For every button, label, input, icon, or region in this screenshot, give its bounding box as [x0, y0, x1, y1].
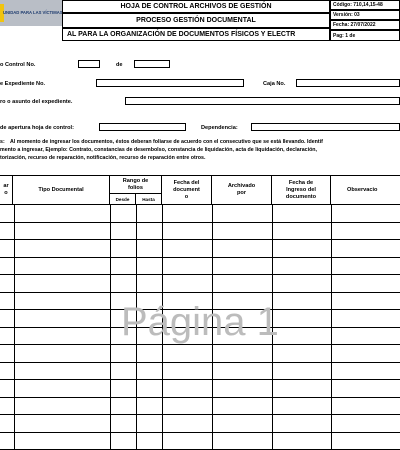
table-cell[interactable] [110, 222, 136, 240]
table-cell[interactable] [14, 222, 110, 240]
table-cell[interactable] [272, 432, 331, 450]
subject-label: ro o asunto del expediente. [0, 99, 73, 105]
table-cell[interactable] [213, 432, 273, 450]
table-cell[interactable] [0, 345, 14, 363]
doc-page: Pag: 1 de [330, 30, 400, 41]
table-cell[interactable] [136, 362, 162, 380]
table-cell[interactable] [213, 415, 273, 433]
table-cell[interactable] [272, 275, 331, 293]
table-cell[interactable] [163, 415, 213, 433]
table-cell[interactable] [14, 205, 110, 223]
table-cell[interactable] [272, 222, 331, 240]
col-header-doc-date: Fecha del document o [161, 175, 212, 205]
col-header-to: Hasta [135, 193, 162, 205]
table-cell[interactable] [163, 275, 213, 293]
table-cell[interactable] [136, 275, 162, 293]
table-cell[interactable] [136, 345, 162, 363]
table-cell[interactable] [331, 275, 400, 293]
table-cell[interactable] [163, 345, 213, 363]
col-header-from: Desde [109, 193, 136, 205]
table-cell[interactable] [0, 327, 14, 345]
table-cell[interactable] [110, 345, 136, 363]
table-header [0, 175, 400, 205]
logo [0, 0, 62, 26]
col-header-number: ar o [0, 175, 13, 205]
table-row [0, 432, 400, 450]
table-cell[interactable] [213, 345, 273, 363]
col-header-filed-by: Archivado por [211, 175, 272, 205]
table-cell[interactable] [272, 292, 331, 310]
table-cell[interactable] [331, 205, 400, 223]
expedient-number-label: e Expediente No. [0, 81, 46, 87]
table-cell[interactable] [14, 327, 110, 345]
table-cell[interactable] [0, 310, 14, 328]
subject-field[interactable] [125, 97, 400, 105]
table-cell[interactable] [14, 257, 110, 275]
of-label: de [116, 62, 123, 68]
table-cell[interactable] [110, 205, 136, 223]
table-cell[interactable] [213, 275, 273, 293]
table-cell[interactable] [136, 222, 162, 240]
dependency-field[interactable] [251, 123, 400, 131]
control-number-field[interactable] [78, 60, 100, 68]
table-cell[interactable] [136, 240, 162, 258]
note-line-1: Al momento de ingresar los documentos, éstos deberan foliarse de acuerdo con el consecutivo que se está llevando. Identif [10, 139, 323, 145]
table-cell[interactable] [14, 415, 110, 433]
table-cell[interactable] [163, 240, 213, 258]
table-cell[interactable] [272, 257, 331, 275]
table-cell[interactable] [331, 292, 400, 310]
table-cell[interactable] [331, 397, 400, 415]
page-watermark: Página 1 [121, 300, 279, 344]
table-cell[interactable] [213, 205, 273, 223]
table-cell[interactable] [0, 415, 14, 433]
table-cell[interactable] [272, 380, 331, 398]
table-cell[interactable] [331, 362, 400, 380]
table-cell[interactable] [331, 327, 400, 345]
table-cell[interactable] [272, 205, 331, 223]
box-number-label: Caja No. [263, 81, 286, 87]
table-cell[interactable] [163, 380, 213, 398]
table-cell[interactable] [110, 257, 136, 275]
table-cell[interactable] [14, 310, 110, 328]
note-line-2: mento a ingresar, Ejemplo: Contrato, constancias de desembolso, constancia de liquidación, acta de liquidación, declaración, [0, 147, 318, 153]
table-cell[interactable] [0, 397, 14, 415]
table-cell[interactable] [331, 380, 400, 398]
table-cell[interactable] [331, 415, 400, 433]
table-cell[interactable] [0, 362, 14, 380]
table-cell[interactable] [14, 397, 110, 415]
table-cell[interactable] [14, 240, 110, 258]
table-cell[interactable] [110, 275, 136, 293]
table-cell[interactable] [110, 397, 136, 415]
opening-date-field[interactable] [99, 123, 186, 131]
table-cell[interactable] [0, 292, 14, 310]
col-header-folio-range: Rango de folios [109, 175, 162, 194]
table-row [0, 345, 400, 363]
table-cell[interactable] [272, 397, 331, 415]
table-cell[interactable] [272, 240, 331, 258]
table-cell[interactable] [331, 222, 400, 240]
table-cell[interactable] [272, 345, 331, 363]
form-subtitle: AL PARA LA ORGANIZACIÓN DE DOCUMENTOS FÍSICOS Y ELECTR [62, 28, 330, 41]
process-title: PROCESO GESTIÓN DOCUMENTAL [62, 13, 330, 28]
table-cell[interactable] [272, 415, 331, 433]
table-cell[interactable] [110, 240, 136, 258]
table-cell[interactable] [136, 432, 162, 450]
table-cell[interactable] [163, 432, 213, 450]
table-row [0, 205, 400, 223]
control-total-field[interactable] [134, 60, 170, 68]
table-row [0, 397, 400, 415]
table-cell[interactable] [136, 205, 162, 223]
table-cell[interactable] [272, 310, 331, 328]
doc-date: Fecha: 27/07/2022 [330, 20, 400, 30]
table-cell[interactable] [110, 432, 136, 450]
table-cell[interactable] [136, 415, 162, 433]
table-cell[interactable] [0, 222, 14, 240]
table-cell[interactable] [14, 432, 110, 450]
table-cell[interactable] [331, 310, 400, 328]
table-cell[interactable] [213, 380, 273, 398]
table-cell[interactable] [163, 257, 213, 275]
control-number-label: o Control No. [0, 62, 36, 68]
table-cell[interactable] [14, 362, 110, 380]
box-number-field[interactable] [296, 79, 400, 87]
table-cell[interactable] [110, 362, 136, 380]
col-header-observations: Observacio [330, 175, 400, 205]
table-cell[interactable] [331, 240, 400, 258]
table-cell[interactable] [163, 362, 213, 380]
table-cell[interactable] [0, 432, 14, 450]
table-cell[interactable] [14, 275, 110, 293]
table-cell[interactable] [0, 240, 14, 258]
table-cell[interactable] [213, 222, 273, 240]
table-cell[interactable] [0, 205, 14, 223]
col-header-entry-date: Fecha de Ingreso del documento [271, 175, 331, 205]
col-header-doc-type: Tipo Documental [12, 175, 110, 205]
table-cell[interactable] [331, 257, 400, 275]
table-row [0, 415, 400, 433]
form-title: HOJA DE CONTROL ARCHIVOS DE GESTIÓN [62, 0, 330, 13]
table-cell[interactable] [163, 222, 213, 240]
table-cell[interactable] [14, 345, 110, 363]
table-cell[interactable] [136, 380, 162, 398]
table-cell[interactable] [14, 292, 110, 310]
doc-version: Versión: 03 [330, 10, 400, 20]
doc-code: Código: 710,14,15-48 [330, 0, 400, 10]
table-cell[interactable] [331, 432, 400, 450]
table-cell[interactable] [331, 345, 400, 363]
table-cell[interactable] [110, 415, 136, 433]
table-cell[interactable] [110, 380, 136, 398]
table-cell[interactable] [136, 257, 162, 275]
opening-date-label: de apertura hoja de control: [0, 125, 74, 131]
table-cell[interactable] [0, 380, 14, 398]
table-cell[interactable] [213, 257, 273, 275]
note-line-3: torización, recurso de reparación, notificación, recurso de reparación entre otros. [0, 155, 206, 161]
table-row [0, 222, 400, 240]
table-cell[interactable] [213, 397, 273, 415]
table-cell[interactable] [136, 397, 162, 415]
table-cell[interactable] [272, 362, 331, 380]
table-row [0, 257, 400, 275]
table-cell[interactable] [0, 275, 14, 293]
table-cell[interactable] [0, 257, 14, 275]
table-row [0, 240, 400, 258]
logo-text: UNIDAD PARA LAS VÍCTIMAS [3, 10, 63, 15]
dependency-label: Dependencia: [201, 125, 238, 131]
table-cell[interactable] [272, 327, 331, 345]
note-prefix: s: [0, 139, 5, 145]
table-cell[interactable] [163, 205, 213, 223]
table-cell[interactable] [163, 397, 213, 415]
table-row [0, 275, 400, 293]
table-cell[interactable] [213, 240, 273, 258]
table-cell[interactable] [213, 362, 273, 380]
expedient-number-field[interactable] [96, 79, 244, 87]
table-row [0, 380, 400, 398]
table-cell[interactable] [14, 380, 110, 398]
table-row [0, 362, 400, 380]
